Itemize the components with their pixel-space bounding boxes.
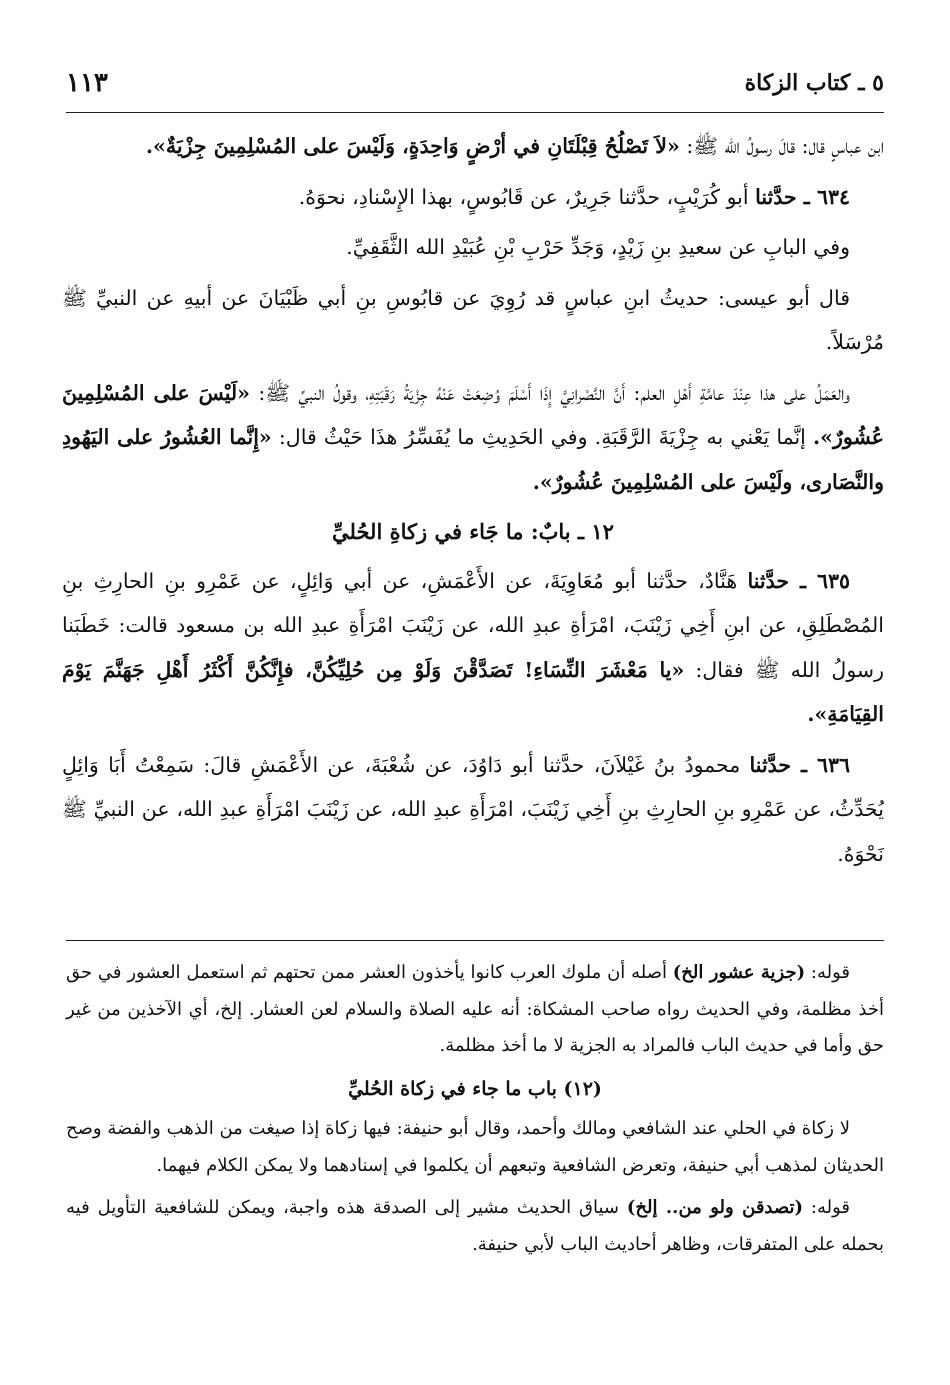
main-text	[62, 124, 884, 882]
paragraph-3	[62, 225, 884, 270]
hadith-635-quote: «يا مَعْشَرَ النِّسَاءِ! تَصَدَّقْنَ وَلَوْ مِن حُلِيِّكُنَّ، فإِنَّكُنَّ أَكْثَرُ أَهْلِ جَهَنَّمَ يَوْمَ القِيَامَةِ».	[62, 657, 884, 726]
paragraph-4	[62, 276, 884, 365]
footnote-divider	[66, 940, 884, 941]
commentary-notes	[66, 955, 884, 1269]
p5-text-b: إنَّما يَعْني به جِزْيَةَ الرَّقَبَةِ. وفي الحَدِيثِ ما يُفَسِّرُ هذَا حَيْثُ قال:	[271, 425, 814, 449]
note-1-term: (جزية عشور الخ)	[672, 962, 806, 983]
hadith-636-text: محمودُ بنُ غَيْلاَنَ، حدَّثنا أبو دَاوُدَ، عن شُعْبَةَ، عن الأَعْمَشِ قالَ: سَمِعْتُ أَبَا وَائِلٍ يُحَدِّثُ، عن عَمْرِو بنِ الحارِثِ بنِ أَخِي زَيْنَبَ، امْرَأَةِ عبدِ الله، عن زَيْنَبَ امْرَأَةِ عبدِ الله، عن النبيِّ ﷺ نَحْوَهُ.	[62, 752, 884, 866]
header-divider	[66, 112, 884, 113]
note-3-lead: قوله:	[803, 1197, 850, 1218]
p3-text: وفي البابِ عن سعيدِ بنِ زَيْدٍ، وَجَدِّ حَرْبِ بْنِ عُبَيْدِ الله الثَّقَفِيِّ.	[346, 235, 850, 259]
note-2	[66, 1111, 884, 1184]
hadith-636-number: ٦٣٦ ـ حدَّثنا	[749, 752, 850, 777]
paragraph-5	[62, 371, 884, 505]
page-header	[66, 58, 884, 108]
page-number: ١١٣	[66, 68, 108, 98]
p1-text: ابن عباسٍ قال: قالَ رسولُ الله ﷺ:	[679, 134, 884, 158]
p4-text: قال أبو عيسى: حديثُ ابنِ عباسٍ قد رُوِيَ عن قابُوسِ بنِ أبي ظَبْيَانَ عن أبيهِ عن النبيِّ ﷺ مُرْسَلاً.	[62, 285, 884, 354]
hadith-634-number: ٦٣٤ ـ حدَّثنا	[755, 184, 850, 209]
hadith-636	[62, 743, 884, 877]
hadith-635	[62, 559, 884, 737]
p5-quote-2: «إِنَّما العُشُورُ على اليَهُودِ والنَّصَارى، ولَيْسَ على المُسْلِمِينَ عُشُورٌ».	[62, 425, 884, 494]
hadith-634-text: أبو كُرَيْبٍ، حدَّثنا جَرِيرٌ، عن قَابُوسٍ، بهذا الإِسْنادِ، نحوَهُ.	[298, 184, 756, 209]
hadith-635-text: هَنَّادٌ، حدَّثنا أبو مُعَاوِيَةَ، عن الأَعْمَشِ، عن أبي وَائِلٍ، عن عَمْرِو بنِ الحارِثِ بنِ المُصْطَلِقِ، عن ابنِ أَخِي زَيْنَبَ، امْرَأةِ عبدِ الله، عن زَيْنَبَ امْرَأَةِ عبدِ الله بن مسعود قالت: خَطَبَنا رسولُ الله ﷺ فقال:	[62, 568, 884, 682]
p5-text-a: والعَمَلُ على هذا عِنْدَ عامَّةِ أَهْلِ العلم: أَنَّ النَّصْرانِيَّ إِذَا أَسْلَمَ وُضِعَتْ عَنْهُ جِزْيَةُ رَقَبَتِهِ، وقولُ النبيِّ ﷺ:	[249, 380, 851, 405]
note-3	[66, 1190, 884, 1263]
note-1-text: أصله أن ملوك العرب كانوا يأخذون العشر ممن تحتهم ثم استعمل العشور في حق أخذ مظلمة، وفي الحديث رواه صاحب المشكاة: أنه عليه الصلاة والسلام لعن العشار. إلخ، أي الآخذين من غير حق وأما في حديث الباب فالمراد به الجزية لا ما أخذ مظلمة.	[66, 962, 884, 1056]
hadith-635-number: ٦٣٥ ـ حدَّثنا	[747, 568, 850, 593]
note-3-text: سياق الحديث مشير إلى الصدقة هذه واجبة، ويمكن للشافعية التأويل فيه بحمله على المتفرقات، وظاهر أحاديث الباب لأبي حنيفة.	[66, 1197, 884, 1255]
paragraph-1	[62, 124, 884, 169]
notes-heading: (١٢) باب ما جاء في زكاة الحُليِّ	[348, 1077, 602, 1100]
hadith-634	[62, 175, 884, 220]
p5-quote-1: «لَيْسَ على المُسْلِمِينَ عُشُورٌ».	[62, 380, 885, 449]
p1-quote: «لاَ تَصْلُحُ قِبْلَتَانِ في أرْضٍ وَاحِدَةٍ، وَلَيْسَ على المُسْلِمِينَ جِزْيَةٌ».	[145, 134, 680, 158]
chapter-title: ٥ ـ كتاب الزكاة	[744, 70, 884, 96]
note-2-text: لا زكاة في الحلي عند الشافعي ومالك وأحمد، وقال أبو حنيفة: فيها زكاة إذا صيغت من الذهب والفضة وصح الحديثان لمذهب أبي حنيفة، وتعرض الشافعية وتبعهم أن يكلموا في إسنادهما ولا يمكن الكلام فيهما.	[66, 1118, 884, 1176]
note-1-lead: قوله:	[805, 962, 851, 983]
note-1	[66, 955, 884, 1065]
note-3-term: (تصدقن ولو من.. إلخ)	[626, 1197, 804, 1218]
chapter-heading: ١٢ ـ بابٌ: ما جَاء في زكاةِ الحُليِّ	[332, 519, 614, 544]
